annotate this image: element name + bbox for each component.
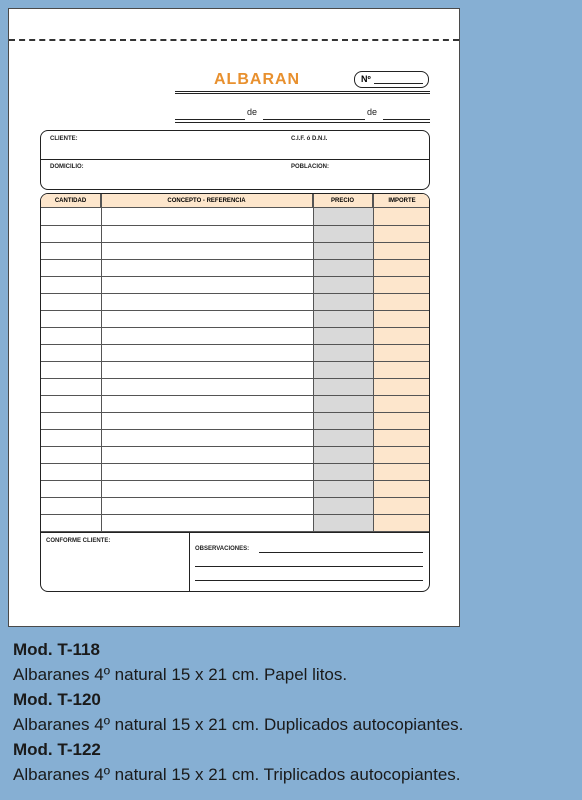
table-row-line <box>41 429 430 430</box>
footer-section <box>41 532 430 592</box>
table-row-line <box>41 412 430 413</box>
observaciones-label: OBSERVACIONES: <box>195 546 250 552</box>
number-label: Nº <box>361 74 371 84</box>
table-row-line <box>41 446 430 447</box>
form-title: ALBARAN <box>214 71 301 88</box>
table-row-line <box>41 395 430 396</box>
number-field <box>354 71 429 88</box>
table-row-line <box>41 259 430 260</box>
date-de-1: de <box>247 107 258 117</box>
items-table <box>40 193 430 592</box>
poblacion-label: POBLACION: <box>291 164 329 170</box>
caption-desc-1: Albaranes 4º natural 15 x 21 cm. Papel litos. <box>13 665 348 684</box>
table-row-line <box>41 293 430 294</box>
table-row-line <box>41 514 430 515</box>
table-row-line <box>41 310 430 311</box>
table-row-line <box>41 327 430 328</box>
col-importe: IMPORTE <box>373 194 430 208</box>
col-cantidad: CANTIDAD <box>41 194 101 208</box>
obs-line-1 <box>259 552 423 553</box>
title-underline <box>175 91 430 92</box>
table-column-divider <box>101 194 102 532</box>
obs-line-3 <box>195 580 423 581</box>
title-underline-2 <box>175 93 430 94</box>
caption-desc-2: Albaranes 4º natural 15 x 21 cm. Duplicados autocopiantes. <box>13 715 464 734</box>
conforme-label: CONFORME CLIENTE: <box>46 538 111 544</box>
client-box <box>40 130 430 190</box>
caption-model-2: Mod. T-120 <box>13 690 101 709</box>
col-precio: PRECIO <box>313 194 373 208</box>
importe-column-shade <box>373 194 430 532</box>
table-row-line <box>41 344 430 345</box>
table-row-line <box>41 497 430 498</box>
table-row-line <box>41 378 430 379</box>
date-year-line <box>383 119 430 120</box>
precio-column-shade <box>313 208 373 532</box>
caption-model-3: Mod. T-122 <box>13 740 101 759</box>
table-column-divider <box>313 194 314 532</box>
domicilio-label: DOMICILIO: <box>50 164 84 170</box>
table-row-line <box>41 242 430 243</box>
albaran-form-sheet <box>8 8 460 627</box>
cif-label: C.I.F. ó D.N.I. <box>291 136 328 142</box>
date-de-2: de <box>367 107 378 117</box>
client-label: CLIENTE: <box>50 136 78 142</box>
caption-model-1: Mod. T-118 <box>13 640 100 659</box>
obs-line-2 <box>195 566 423 567</box>
table-row-line <box>41 276 430 277</box>
table-row-line <box>41 480 430 481</box>
date-day-line <box>175 119 245 120</box>
table-column-divider <box>373 194 374 532</box>
table-row-line <box>41 463 430 464</box>
date-month-line <box>263 119 365 120</box>
table-row-line <box>41 361 430 362</box>
col-concepto: CONCEPTO - REFERENCIA <box>101 194 313 208</box>
caption-desc-3: Albaranes 4º natural 15 x 21 cm. Triplicados autocopiantes. <box>13 765 461 784</box>
date-underline-2 <box>175 122 430 123</box>
perforation-line <box>9 39 459 41</box>
table-row-line <box>41 225 430 226</box>
